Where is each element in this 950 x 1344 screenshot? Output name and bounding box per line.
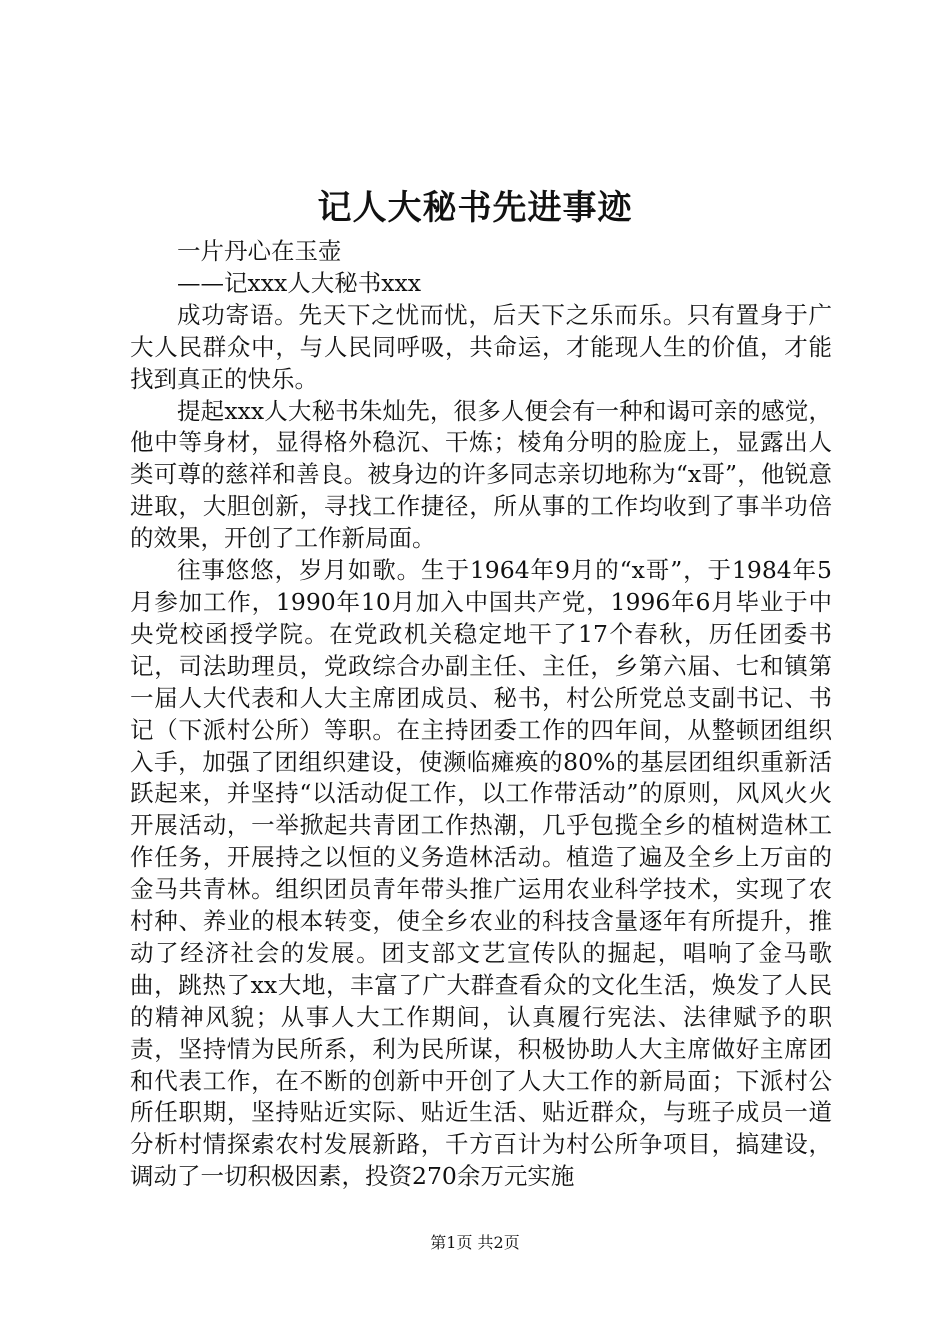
paragraph-3: 往事悠悠，岁月如歌。生于1964年9月的“x哥”，于1984年5月参加工作，1990年10月加入中国共产党，1996年6月毕业于中央党校函授学院。在党政机关稳定地干了17个春秋，历任团委书记，司法助理员，党政综合办副主任、主任，乡第六届、七和镇第一届人大代表和人大主席团成员、秘书，村公所党总支副书记、书记（下派村公所）等职。在主持团委工作的四年间，从整顿团组织入手，加强了团组织建设，使濒临瘫痪的80%的基层团组织重新活跃起来，并坚持“以活动促工作，以工作带活动”的原则，风风火火开展活动，一举掀起共青团工作热潮，几乎包揽全乡的植树造林工作任务，开展持之以恒的义务造林活动。植造了遍及全乡上万亩的金马共青林。组织团员青年带头推广运用农业科学技术，实现了农村种、养业的根本转变，使全乡农业的科技含量逐年有所提升，推动了经济社会的发展。团支部文艺宣传队的掘起，唱响了金马歌曲，跳热了xx大地，丰富了广大群查看众的文化生活，焕发了人民的精神风貌；从事人大工作期间，认真履行宪法、法律赋予的职责，坚持情为民所系，利为民所谋，积极协助人大主席做好主席团和代表工作，在不断的创新中开创了人大工作的新局面；下派村公所任职期，坚持贴近实际、贴近生活、贴近群众，与班子成员一道分析村情探索农村发展新路，千方百计为村公所争项目，搞建设，调动了一切积极因素，投资270余万元实施 bbox=[130, 556, 832, 1191]
page-footer: 第1页 共2页 bbox=[430, 1233, 520, 1252]
document-body bbox=[130, 236, 832, 1193]
document-title: 记人大秘书先进事迹 bbox=[317, 188, 633, 228]
paragraph-1: 成功寄语。先天下之忧而忧，后天下之乐而乐。只有置身于广大人民群众中，与人民同呼吸，共命运，才能现人生的价值，才能找到真正的快乐。 bbox=[130, 300, 832, 393]
paragraph-2: 提起xxx人大秘书朱灿先，很多人便会有一种和谒可亲的感觉，他中等身材，显得格外稳沉、干炼；棱角分明的脸庞上，显露出人类可尊的慈祥和善良。被身边的许多同志亲切地称为“x哥”，他锐意进取，大胆创新，寻找工作捷径，所从事的工作均收到了事半功倍的效果，开创了工作新局面。 bbox=[130, 396, 832, 553]
subtitle-line-1: 一片丹心在玉壶 bbox=[177, 237, 342, 265]
subtitle-line-2: ——记xxx人大秘书xxx bbox=[177, 268, 422, 297]
